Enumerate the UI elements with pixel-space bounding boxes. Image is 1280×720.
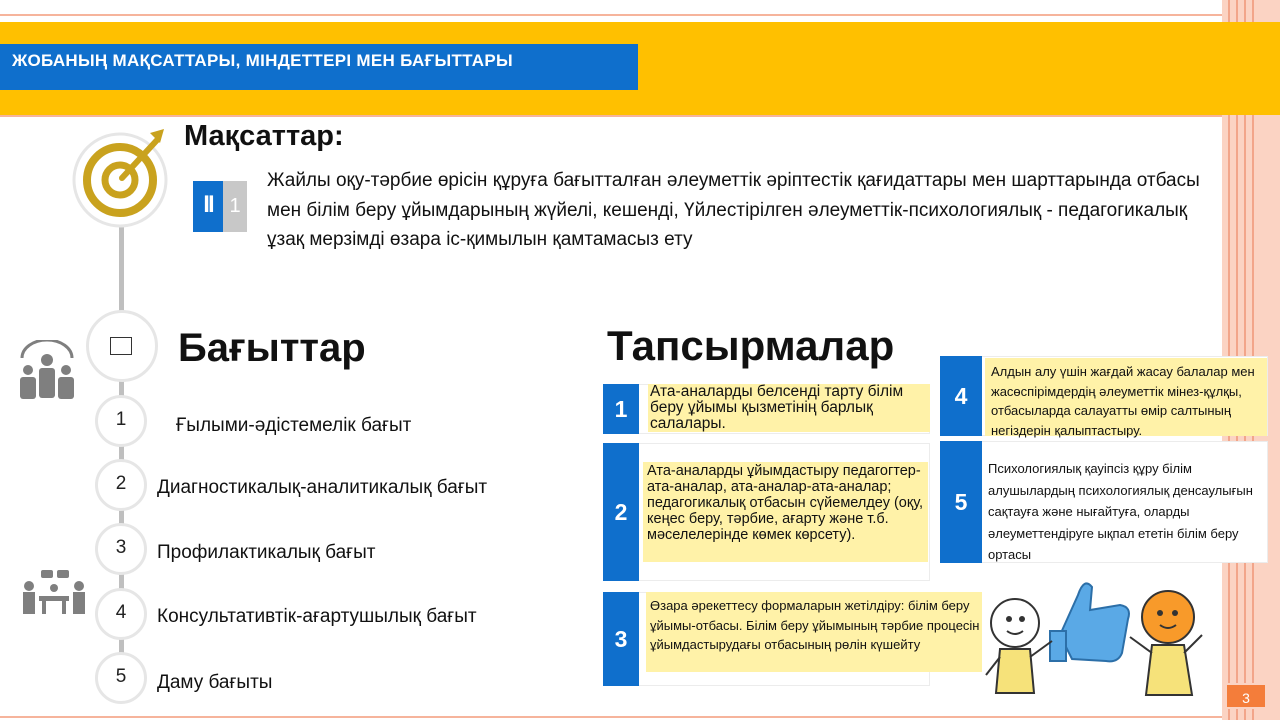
task-num-5: 5: [940, 441, 982, 563]
goals-heading: Мақсаттар:: [184, 120, 344, 152]
direction-num-2: 2: [95, 459, 147, 511]
direction-num-5: 5: [95, 652, 147, 704]
tasks-heading: Тапсырмалар: [607, 322, 895, 369]
directions-heading: Бағыттар: [178, 326, 366, 370]
task-num-2: 2: [603, 443, 639, 581]
task-text-2: Ата-аналарды ұйымдастыру педагогтер-ата-аналар, ата-аналар-ата-аналар; педагогикалық отбасын сүйемелдеу (оқу, кеңес беру, тәрбие, ағарту және т.б. мәселелерінде көмек көрсету).: [647, 463, 924, 543]
direction-label-2: Диагностикалық-аналитикалық бағыт: [157, 477, 488, 498]
bottom-divider: [0, 716, 1222, 718]
task-num-4: 4: [940, 356, 982, 436]
square-icon: [110, 337, 132, 355]
people-group-icon: [14, 340, 80, 402]
header-divider: [0, 115, 1222, 117]
direction-label-5: Даму бағыты: [157, 672, 273, 693]
task-num-1: 1: [603, 384, 639, 434]
page-title: ЖОБАНЫҢ МАҚСАТТАРЫ, МІНДЕТТЕРІ МЕН БАҒЫТТАРЫ: [12, 51, 513, 70]
slide-top-margin: [0, 0, 1280, 22]
direction-num-4: 4: [95, 588, 147, 640]
goal-badge: [193, 181, 247, 232]
directions-node: [86, 310, 158, 382]
meeting-icon: [19, 568, 89, 618]
top-divider: [0, 14, 1222, 16]
goal-text: Жайлы оқу-тәрбие өрісін құруға бағытталған әлеуметтік әріптестік қағидаттары мен шарттарында отбасы мен білім беру ұйымдарының жүйелі, кешенді, Үйлестірілген әлеуметтік-психологиялық - педагогикалық ұзақ мерзімді өзара іс-қимылын қамтамасыз ету: [267, 170, 1200, 250]
cartoon-figures-illustration: [980, 565, 1210, 705]
task-text-1: Ата-аналарды белсенді тарту білім беру ұйымы қызметінің барлық салалары.: [650, 383, 904, 432]
direction-label-1: Ғылыми-әдістемелік бағыт: [176, 415, 412, 436]
direction-num-3: 3: [95, 523, 147, 575]
direction-label-3: Профилактикалық бағыт: [157, 542, 376, 563]
direction-label-4: Консультативтік-ағартушылық бағыт: [157, 606, 477, 627]
task-text-5: Психологиялық қауіпсіз құру білім алушылардың психологиялық денсаулығын сақтауға және нығайтуға, оларды әлеуметтендіруге ықпал ететін білім беру ортасы: [988, 461, 1253, 562]
page-number: 3: [1225, 683, 1267, 709]
goal-badge-right: 1: [223, 181, 247, 232]
goal-badge-left: ꟾꟾ: [193, 181, 223, 232]
task-text-3: Өзара әрекеттесу формаларын жетілдіру: білім беру ұйымы-отбасы. Білім беру ұйымының тәрбие процесін ұйымдастырудағы отбасының рөлін күшейту: [650, 598, 980, 652]
task-num-3: 3: [603, 592, 639, 686]
task-text-4: Алдын алу үшін жағдай жасау балалар мен жасөспірімдердің әлеуметтік мінез-құлқы, отбасыларда салауатты өмір салтының негіздерін қалыптастыру.: [991, 364, 1255, 438]
target-icon: [70, 125, 180, 235]
direction-num-1: 1: [95, 395, 147, 447]
